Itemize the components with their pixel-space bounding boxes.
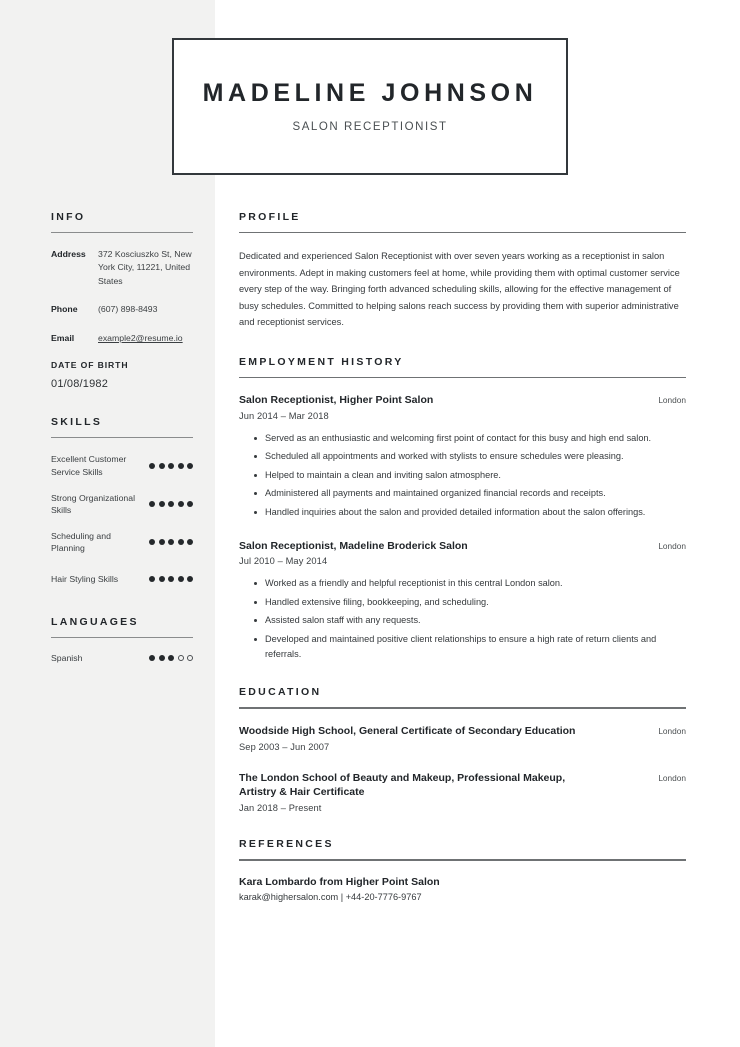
entry-header: [239, 393, 686, 408]
rating-dot-filled: [187, 501, 193, 507]
references-section: [239, 838, 686, 901]
entry-header: [239, 539, 686, 554]
skills-divider: [51, 437, 193, 438]
dob-value: 01/08/1982: [51, 378, 109, 391]
rating-dot-filled: [178, 539, 184, 545]
skill-name: Excellent Customer Service Skills: [51, 454, 127, 478]
rating-dot-filled: [168, 463, 174, 469]
info-section: [51, 211, 193, 390]
entry-header: [239, 771, 686, 801]
entry-location: London: [658, 395, 686, 406]
references-divider: [239, 859, 686, 860]
rating-dot-filled: [149, 655, 155, 661]
info-row-address: [51, 248, 193, 288]
rating-dot-filled: [149, 463, 155, 469]
entry-bullet-list: [239, 576, 686, 661]
info-divider: [51, 232, 193, 233]
rating-dot-empty: [187, 655, 193, 661]
skill-row: [51, 568, 193, 590]
languages-section: [51, 616, 193, 663]
skill-name: Strong Organizational Skills: [51, 492, 136, 516]
info-label: Phone: [51, 304, 78, 315]
rating-dot-filled: [159, 501, 165, 507]
rating-dots: [149, 539, 193, 545]
entry-header: [239, 724, 686, 739]
info-value: 372 Kosciuszko St, New York City, 11221, United States: [98, 249, 192, 286]
dob-label: DATE OF BIRTH: [51, 360, 129, 371]
email-link[interactable]: example2@resume.io: [98, 332, 183, 343]
language-name: Spanish: [51, 653, 83, 664]
skill-row: [51, 453, 193, 478]
entry-bullet: Assisted salon staff with any requests.: [254, 613, 686, 628]
skills-rows: [51, 453, 193, 590]
languages-rows: [51, 653, 193, 663]
sidebar: [51, 211, 193, 675]
reference-entry: [239, 876, 686, 902]
rating-dot-filled: [168, 655, 174, 661]
languages-heading: LANGUAGES: [51, 616, 139, 629]
job-title: SALON RECEPTIONIST: [292, 121, 448, 134]
info-label: Address: [51, 249, 86, 259]
resume-entry: [239, 393, 686, 519]
skill-name: Scheduling and Planning: [51, 530, 111, 554]
rating-dot-filled: [178, 501, 184, 507]
reference-entries: [239, 876, 686, 902]
education-entries: [239, 724, 686, 814]
rating-dot-filled: [159, 539, 165, 545]
profile-heading: PROFILE: [239, 211, 301, 223]
education-section: [239, 686, 686, 813]
info-label: Email: [51, 332, 75, 343]
entry-bullet: Served as an enthusiastic and welcoming first point of contact for this busy and high end salon.: [254, 431, 686, 446]
info-rows: [51, 248, 193, 345]
rating-dot-filled: [168, 501, 174, 507]
skill-row: [51, 530, 193, 555]
rating-dots: [149, 501, 193, 507]
skill-row: [51, 492, 193, 517]
rating-dot-filled: [149, 501, 155, 507]
entry-title: The London School of Beauty and Makeup, Professional Makeup, Artistry & Hair Certificate: [239, 771, 566, 799]
rating-dots: [149, 576, 193, 582]
rating-dot-filled: [168, 576, 174, 582]
skill-name: Hair Styling Skills: [51, 573, 119, 584]
rating-dot-filled: [159, 463, 165, 469]
language-row: [51, 653, 193, 663]
entry-title: Salon Receptionist, Higher Point Salon: [239, 394, 434, 407]
languages-divider: [51, 637, 193, 638]
info-row-phone: [51, 303, 193, 316]
entry-bullet: Administered all payments and maintained organized financial records and receipts.: [254, 486, 686, 501]
education-divider: [239, 707, 686, 708]
entry-bullet: Handled inquiries about the salon and provided detailed information about the salon offerings.: [254, 505, 686, 520]
rating-dot-filled: [187, 539, 193, 545]
rating-dot-filled: [178, 463, 184, 469]
info-value: (607) 898-8493: [98, 304, 158, 315]
entry-date: Sep 2003 – Jun 2007: [239, 741, 330, 752]
entry-location: London: [658, 772, 686, 783]
employment-heading: EMPLOYMENT HISTORY: [239, 355, 404, 368]
employment-entries: [239, 393, 686, 661]
profile-text: Dedicated and experienced Salon Receptionist with over seven years working as a receptionist in salon environments. Adept in making customers feel at home, while providing them with optimal customer service every step of the way. Bringing forth advanced scheduling skills, allowing for the effective management of busy schedules. Committed to helping salons reach success by providing them with superior administrative and receptionist services.: [239, 251, 680, 328]
reference-name: Kara Lombardo from Higher Point Salon: [239, 875, 440, 888]
entry-bullet: Handled extensive filing, bookkeeping, and scheduling.: [254, 595, 686, 610]
entry-date: Jun 2014 – Mar 2018: [239, 411, 329, 422]
resume-entry: [239, 724, 686, 752]
page-title: MADELINE JOHNSON: [202, 78, 538, 107]
entry-bullet-list: [239, 431, 686, 520]
name-header-box: [172, 38, 568, 175]
rating-dot-filled: [178, 576, 184, 582]
rating-dot-filled: [187, 576, 193, 582]
resume-entry: [239, 539, 686, 662]
entry-title: Woodside High School, General Certificate of Secondary Education: [239, 724, 576, 737]
info-row-email: [51, 332, 193, 345]
rating-dot-filled: [159, 655, 165, 661]
resume-entry: [239, 771, 686, 814]
main-column: [239, 211, 686, 927]
entry-bullet: Helped to maintain a clean and inviting salon atmosphere.: [254, 468, 686, 483]
rating-dot-empty: [178, 655, 184, 661]
reference-contact: karak@highersalon.com | +44-20-7776-9767: [239, 891, 422, 902]
employment-divider: [239, 377, 686, 378]
rating-dot-filled: [168, 539, 174, 545]
entry-title: Salon Receptionist, Madeline Broderick Salon: [239, 539, 468, 552]
entry-bullet: Worked as a friendly and helpful receptionist in this central London salon.: [254, 576, 686, 591]
profile-divider: [239, 232, 686, 233]
entry-date: Jul 2010 – May 2014: [239, 556, 328, 567]
entry-location: London: [658, 725, 686, 736]
rating-dots: [149, 463, 193, 469]
entry-bullet: Scheduled all appointments and worked with stylists to ensure schedules were pleasing.: [254, 449, 686, 464]
rating-dot-filled: [149, 539, 155, 545]
education-heading: EDUCATION: [239, 686, 322, 699]
employment-section: [239, 356, 686, 662]
rating-dot-filled: [149, 576, 155, 582]
skills-heading: SKILLS: [51, 416, 103, 429]
entry-bullet: Developed and maintained positive client relationships to ensure a high rate of return clients and referrals.: [254, 632, 686, 662]
skills-section: [51, 416, 193, 590]
info-heading: INFO: [51, 211, 86, 223]
entry-date: Jan 2018 – Present: [239, 803, 322, 814]
entry-location: London: [658, 540, 686, 551]
profile-section: [239, 211, 686, 331]
rating-dot-filled: [159, 576, 165, 582]
rating-dots: [149, 655, 193, 661]
rating-dot-filled: [187, 463, 193, 469]
references-heading: REFERENCES: [239, 838, 334, 851]
